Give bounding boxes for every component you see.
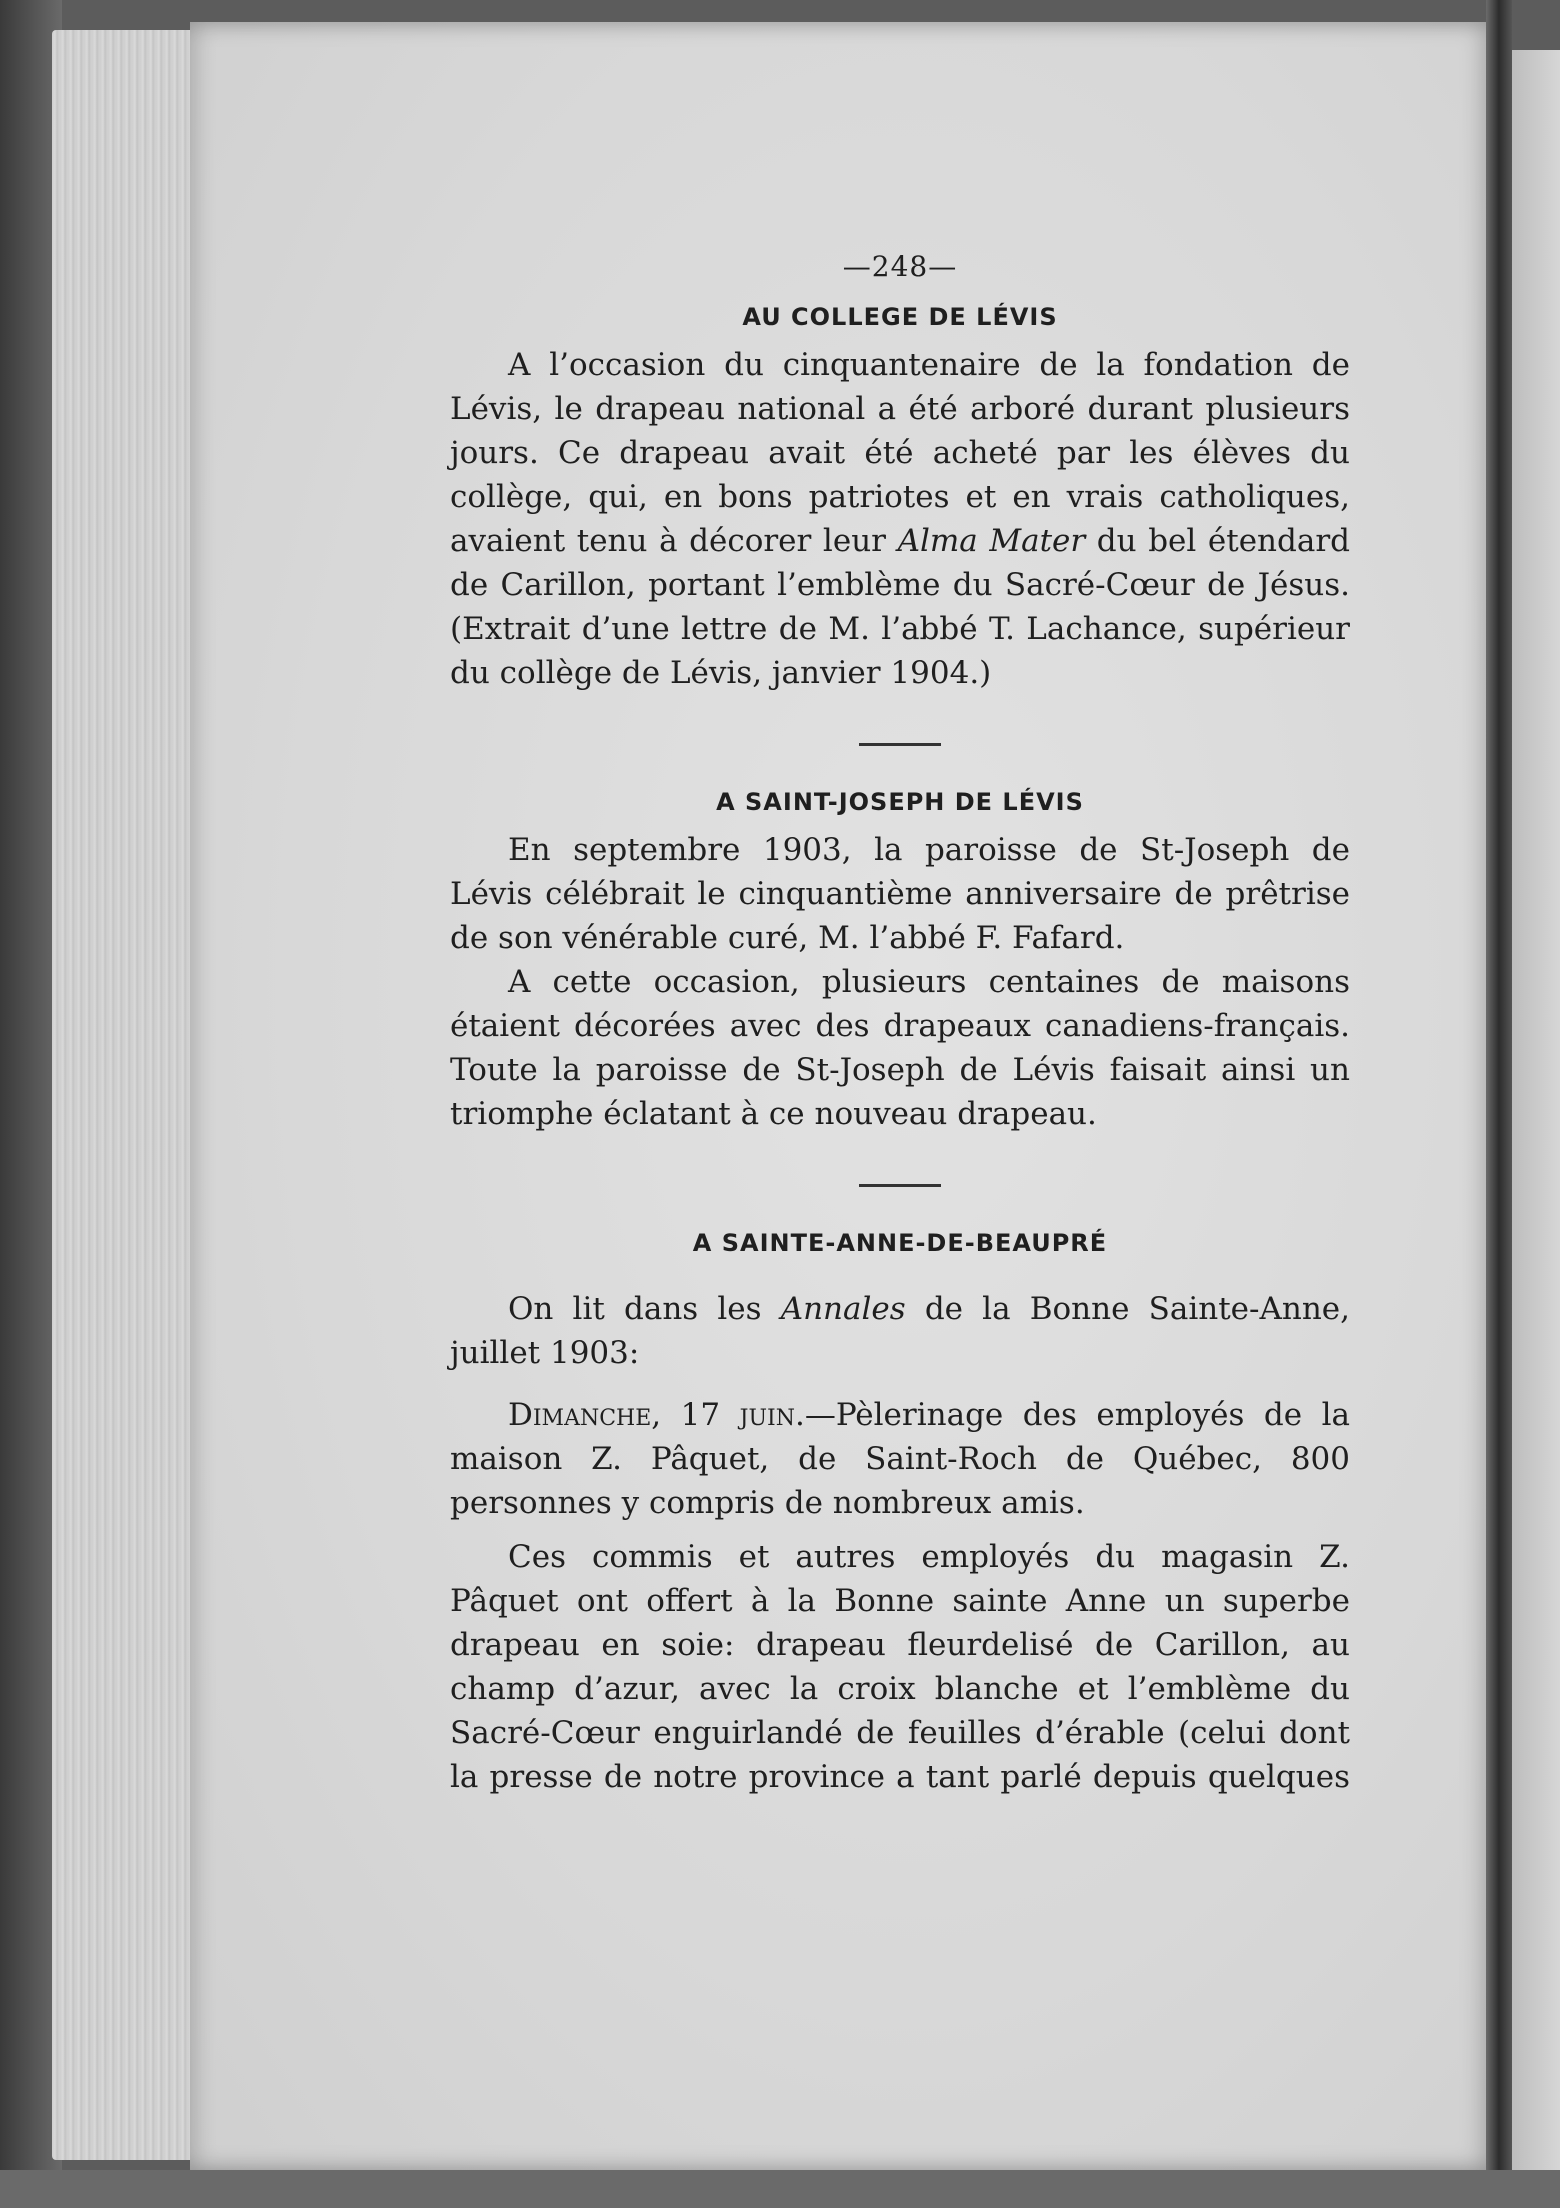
italic-text: Annales — [780, 1291, 906, 1327]
book-gutter — [1486, 0, 1512, 2208]
section-divider — [859, 743, 941, 746]
section-divider — [859, 1184, 941, 1187]
paragraph-text: de la Bonne Sainte-Anne, juillet 1903: — [450, 1291, 1350, 1371]
paragraph-text: du bel étendard de Carillon, portant l’emblème du Sacré-Cœur de Jésus. (Extrait d’une lettre de M. l’abbé T. Lachance, supérieur du collège de Lévis, janvier 1904.) — [450, 523, 1350, 691]
italic-text: Alma Mater — [897, 523, 1086, 559]
paragraph: Ces commis et autres employés du magasin Z. Pâquet ont offert à la Bonne sainte Anne un superbe drapeau en soie: drapeau fleurdelisé de Carillon, au champ d’azur, avec la croix blanche et l’emblème du Sacré-Cœur enguirlandé de feuilles d’érable (celui dont la presse de notre province a tant parlé depuis quelques — [450, 1539, 1350, 1795]
page-stack-edges — [52, 30, 202, 2160]
section-heading-saint-joseph: A SAINT-JOSEPH DE LÉVIS — [716, 788, 1084, 816]
paragraph — [450, 1393, 1350, 1525]
paragraph-text: On lit dans les — [508, 1291, 781, 1327]
paragraph: A cette occasion, plusieurs centaines de maisons étaient décorées avec des drapeaux canadiens-français. Toute la paroisse de St-Joseph de Lévis faisait ainsi un triomphe éclatant à ce nouveau drapeau. — [450, 964, 1350, 1132]
entry-date-label: Dimanche, 17 juin. — [508, 1397, 805, 1433]
paragraph-text: —Pèlerinage des employés de la maison Z. Pâquet, de Saint-Roch de Québec, 800 personnes y compris de nombreux amis. — [450, 1397, 1350, 1521]
page-number: —248— — [842, 250, 958, 283]
next-page-edge — [1512, 50, 1560, 2180]
paragraph: En septembre 1903, la paroisse de St-Joseph de Lévis célébrait le cinquantième anniversaire de prêtrise de son vénérable curé, M. l’abbé F. Fafard. — [450, 832, 1350, 956]
text-column — [450, 245, 1350, 1799]
section-heading-sainte-anne: A SAINTE-ANNE-DE-BEAUPRÉ — [692, 1229, 1108, 1257]
scan-bottom-edge — [0, 2170, 1560, 2208]
paragraph-text: A l’occasion du cinquantenaire de la fondation de Lévis, le drapeau national a été arboré durant plusieurs jours. Ce drapeau avait été acheté par les élèves du collège, qui, en bons patriotes et en vrais catholiques, avaient tenu à décorer leur — [450, 347, 1350, 559]
paragraph — [450, 343, 1350, 695]
section-heading-college: AU COLLEGE DE LÉVIS — [742, 303, 1058, 331]
paragraph — [450, 1287, 1350, 1375]
